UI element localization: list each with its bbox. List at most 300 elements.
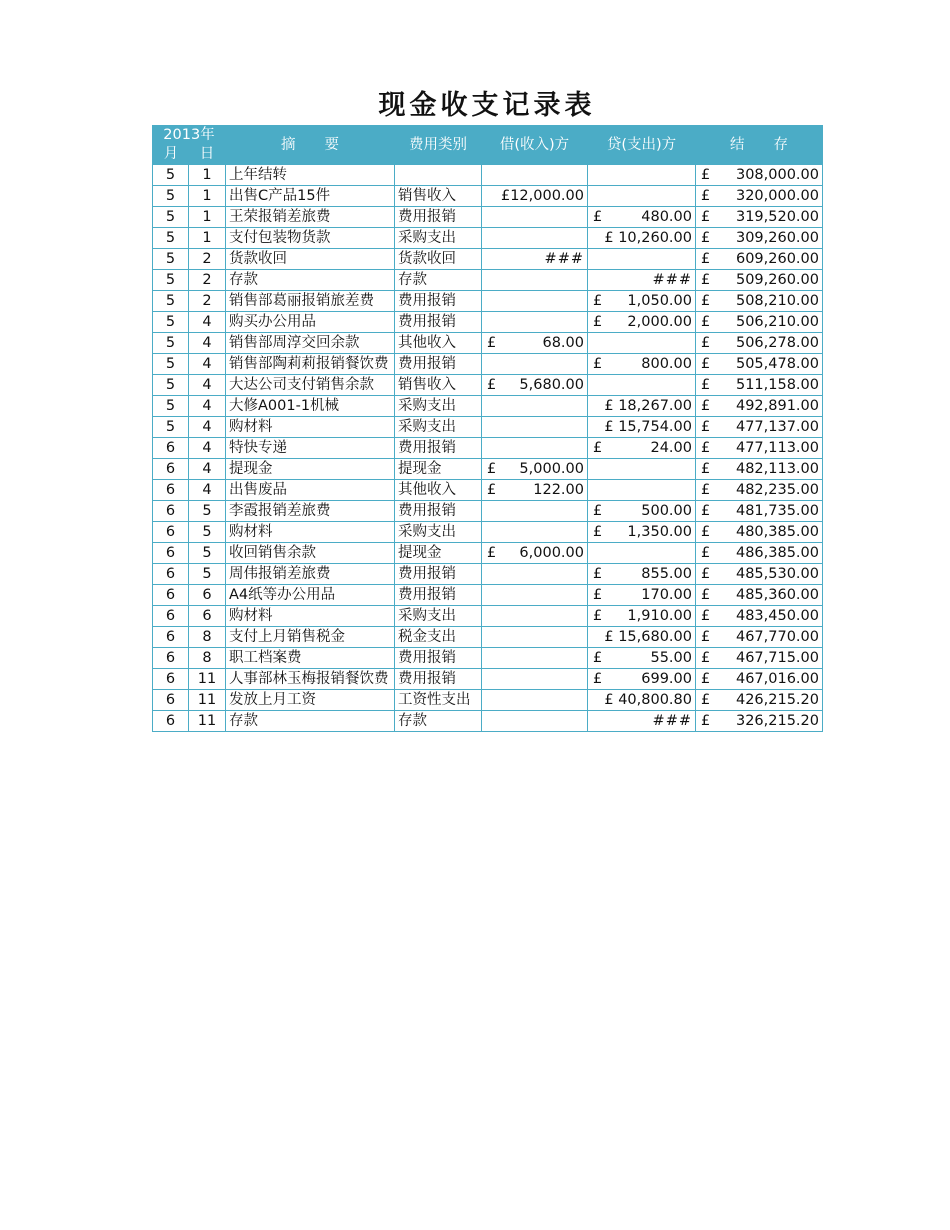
currency-symbol: £	[701, 397, 711, 414]
cell-credit[interactable]	[588, 375, 696, 396]
cell-month[interactable]: 6	[153, 711, 189, 732]
cell-day[interactable]: 5	[189, 543, 226, 564]
cell-day[interactable]: 1	[189, 186, 226, 207]
cell-credit[interactable]	[588, 585, 696, 606]
currency-symbol: £	[701, 271, 711, 288]
cell-credit[interactable]	[588, 480, 696, 501]
cell-category[interactable]: 其他收入	[395, 480, 482, 501]
currency-symbol: £	[701, 166, 711, 183]
cell-day[interactable]: 11	[189, 711, 226, 732]
amount: £ 18,267.00	[604, 397, 692, 414]
cell-credit[interactable]	[588, 459, 696, 480]
overflow-marker: ###	[544, 250, 584, 267]
cell-balance[interactable]	[696, 228, 823, 249]
cell-credit[interactable]	[588, 312, 696, 333]
cell-summary[interactable]: 支付上月销售税金	[226, 627, 395, 648]
header-row	[153, 126, 823, 165]
cell-balance[interactable]	[696, 501, 823, 522]
currency-symbol: £	[593, 565, 603, 582]
cell-category[interactable]: 费用报销	[395, 501, 482, 522]
cell-credit[interactable]	[588, 564, 696, 585]
cell-category[interactable]: 销售收入	[395, 375, 482, 396]
cell-month[interactable]: 6	[153, 627, 189, 648]
amount: 511,158.00	[735, 376, 819, 393]
cell-day[interactable]: 5	[189, 522, 226, 543]
amount: £ 15,680.00	[604, 628, 692, 645]
cell-summary[interactable]: 存款	[226, 711, 395, 732]
cell-day[interactable]: 4	[189, 480, 226, 501]
cell-month[interactable]: 6	[153, 480, 189, 501]
amount: 467,770.00	[735, 628, 819, 645]
table-row	[153, 312, 823, 333]
cell-summary[interactable]: 特快专递	[226, 438, 395, 459]
currency-symbol: £	[701, 439, 711, 456]
cell-debit[interactable]	[482, 648, 588, 669]
cell-day[interactable]: 1	[189, 165, 226, 186]
cell-day[interactable]: 11	[189, 690, 226, 711]
cell-summary[interactable]: A4纸等办公用品	[226, 585, 395, 606]
cell-category[interactable]: 货款收回	[395, 249, 482, 270]
cell-day[interactable]: 6	[189, 585, 226, 606]
currency-symbol: £	[701, 565, 711, 582]
cell-month[interactable]: 6	[153, 459, 189, 480]
cell-month[interactable]: 5	[153, 270, 189, 291]
cell-debit[interactable]	[482, 480, 588, 501]
header-year: 2013年	[163, 127, 215, 143]
cell-credit[interactable]	[588, 354, 696, 375]
amount: 485,360.00	[735, 586, 819, 603]
cell-credit[interactable]	[588, 228, 696, 249]
header-day: 日	[199, 146, 215, 162]
cell-credit[interactable]	[588, 711, 696, 732]
cell-balance[interactable]	[696, 648, 823, 669]
cell-day[interactable]: 8	[189, 648, 226, 669]
cell-category[interactable]: 存款	[395, 270, 482, 291]
cell-debit[interactable]	[482, 165, 588, 186]
cell-balance[interactable]	[696, 375, 823, 396]
cell-credit[interactable]	[588, 690, 696, 711]
table-row	[153, 228, 823, 249]
cell-month[interactable]: 6	[153, 690, 189, 711]
table-row	[153, 396, 823, 417]
amount: 24.00	[650, 439, 692, 456]
currency-symbol: £	[701, 460, 711, 477]
cell-summary[interactable]: 大修A001-1机械	[226, 396, 395, 417]
amount: £ 15,754.00	[604, 418, 692, 435]
cell-summary[interactable]: 支付包装物货款	[226, 228, 395, 249]
cell-balance[interactable]	[696, 417, 823, 438]
header-debit[interactable]: 借(收入)方	[482, 126, 588, 165]
cell-month[interactable]: 6	[153, 648, 189, 669]
cell-category[interactable]: 提现金	[395, 543, 482, 564]
cell-balance[interactable]	[696, 585, 823, 606]
cell-balance[interactable]	[696, 354, 823, 375]
amount: 855.00	[641, 565, 692, 582]
currency-symbol: £	[701, 250, 711, 267]
cell-balance[interactable]	[696, 249, 823, 270]
cell-day[interactable]: 8	[189, 627, 226, 648]
cell-summary[interactable]: 货款收回	[226, 249, 395, 270]
cell-debit[interactable]	[482, 186, 588, 207]
cell-balance[interactable]	[696, 669, 823, 690]
header-category[interactable]: 费用类别	[395, 126, 482, 165]
currency-symbol: £	[701, 334, 711, 351]
cell-month[interactable]: 5	[153, 417, 189, 438]
cell-category[interactable]	[395, 165, 482, 186]
amount: 486,385.00	[735, 544, 819, 561]
amount: £ 40,800.80	[604, 691, 692, 708]
cell-month[interactable]: 6	[153, 606, 189, 627]
cell-balance[interactable]	[696, 627, 823, 648]
amount: 509,260.00	[735, 271, 819, 288]
cell-summary[interactable]: 出售C产品15件	[226, 186, 395, 207]
amount: 505,478.00	[735, 355, 819, 372]
currency-symbol: £	[701, 187, 711, 204]
currency-symbol: £	[593, 502, 603, 519]
amount: 2,000.00	[627, 313, 692, 330]
cell-balance[interactable]	[696, 543, 823, 564]
currency-symbol: £	[487, 544, 497, 561]
cell-balance[interactable]	[696, 207, 823, 228]
cell-credit[interactable]	[588, 669, 696, 690]
cell-category[interactable]: 费用报销	[395, 207, 482, 228]
header-summary[interactable]: 摘 要	[226, 126, 395, 165]
currency-symbol: £	[487, 334, 497, 351]
cell-category[interactable]: 费用报销	[395, 669, 482, 690]
cell-category[interactable]: 存款	[395, 711, 482, 732]
currency-symbol: £	[487, 481, 497, 498]
cell-balance[interactable]	[696, 333, 823, 354]
amount: 122.00	[533, 481, 584, 498]
header-month: 月	[163, 146, 179, 162]
cell-balance[interactable]	[696, 606, 823, 627]
amount: 506,210.00	[735, 313, 819, 330]
cell-summary[interactable]: 上年结转	[226, 165, 395, 186]
cell-summary[interactable]: 购材料	[226, 522, 395, 543]
amount: 1,350.00	[627, 523, 692, 540]
cell-credit[interactable]	[588, 249, 696, 270]
cell-credit[interactable]	[588, 207, 696, 228]
amount: 508,210.00	[735, 292, 819, 309]
cell-debit[interactable]	[482, 585, 588, 606]
table-row	[153, 333, 823, 354]
amount: 609,260.00	[735, 250, 819, 267]
cell-day[interactable]: 5	[189, 501, 226, 522]
cell-month[interactable]: 5	[153, 186, 189, 207]
cell-category[interactable]: 采购支出	[395, 228, 482, 249]
cell-month[interactable]: 5	[153, 375, 189, 396]
amount: 309,260.00	[735, 229, 819, 246]
cell-summary[interactable]: 提现金	[226, 459, 395, 480]
currency-symbol: £	[701, 376, 711, 393]
cell-debit[interactable]	[482, 627, 588, 648]
cell-debit[interactable]	[482, 522, 588, 543]
cell-debit[interactable]	[482, 396, 588, 417]
cell-summary[interactable]: 购材料	[226, 606, 395, 627]
cell-credit[interactable]	[588, 501, 696, 522]
cell-day[interactable]: 2	[189, 249, 226, 270]
currency-symbol: £	[701, 670, 711, 687]
cell-summary[interactable]: 周伟报销差旅费	[226, 564, 395, 585]
table-row	[153, 627, 823, 648]
cell-credit[interactable]	[588, 606, 696, 627]
cell-day[interactable]: 4	[189, 333, 226, 354]
cell-balance[interactable]	[696, 312, 823, 333]
cell-month[interactable]: 5	[153, 249, 189, 270]
amount: 426,215.20	[735, 691, 819, 708]
cell-month[interactable]: 6	[153, 522, 189, 543]
cell-day[interactable]: 2	[189, 291, 226, 312]
currency-symbol: £	[701, 691, 711, 708]
cell-category[interactable]: 采购支出	[395, 396, 482, 417]
cell-summary[interactable]: 销售部周淳交回余款	[226, 333, 395, 354]
table-row	[153, 417, 823, 438]
cell-debit[interactable]	[482, 459, 588, 480]
currency-symbol: £	[487, 376, 497, 393]
cell-month[interactable]: 5	[153, 165, 189, 186]
table-row	[153, 270, 823, 291]
cell-category[interactable]: 采购支出	[395, 606, 482, 627]
amount: 308,000.00	[735, 166, 819, 183]
cell-month[interactable]: 6	[153, 501, 189, 522]
table-row	[153, 186, 823, 207]
cell-month[interactable]: 6	[153, 669, 189, 690]
cell-debit[interactable]	[482, 501, 588, 522]
cell-month[interactable]: 6	[153, 564, 189, 585]
cell-balance[interactable]	[696, 438, 823, 459]
cell-summary[interactable]: 职工档案费	[226, 648, 395, 669]
cell-summary[interactable]: 购买办公用品	[226, 312, 395, 333]
amount: 467,016.00	[735, 670, 819, 687]
cell-balance[interactable]	[696, 522, 823, 543]
cell-debit[interactable]	[482, 543, 588, 564]
cell-category[interactable]: 费用报销	[395, 438, 482, 459]
table-row	[153, 690, 823, 711]
cell-summary[interactable]: 王荣报销差旅费	[226, 207, 395, 228]
cell-balance[interactable]	[696, 165, 823, 186]
cell-month[interactable]: 6	[153, 585, 189, 606]
cell-day[interactable]: 11	[189, 669, 226, 690]
cell-summary[interactable]: 购材料	[226, 417, 395, 438]
cell-month[interactable]: 6	[153, 438, 189, 459]
header-credit[interactable]: 贷(支出)方	[588, 126, 696, 165]
currency-symbol: £	[593, 313, 603, 330]
table-row	[153, 438, 823, 459]
cell-balance[interactable]	[696, 396, 823, 417]
table-row	[153, 165, 823, 186]
cell-month[interactable]: 5	[153, 396, 189, 417]
cell-day[interactable]: 4	[189, 375, 226, 396]
cash-ledger-table	[152, 125, 823, 732]
currency-symbol: £	[593, 649, 603, 666]
cell-summary[interactable]: 销售部陶莉莉报销餐饮费	[226, 354, 395, 375]
cell-credit[interactable]	[588, 627, 696, 648]
amount: 480,385.00	[735, 523, 819, 540]
cell-category[interactable]: 税金支出	[395, 627, 482, 648]
amount: 170.00	[641, 586, 692, 603]
cell-category[interactable]: 费用报销	[395, 291, 482, 312]
cell-debit[interactable]	[482, 606, 588, 627]
overflow-marker: ###	[652, 712, 692, 729]
amount: 55.00	[650, 649, 692, 666]
cell-category[interactable]: 费用报销	[395, 648, 482, 669]
cell-credit[interactable]	[588, 438, 696, 459]
cell-day[interactable]: 2	[189, 270, 226, 291]
cell-debit[interactable]	[482, 312, 588, 333]
cell-category[interactable]: 费用报销	[395, 354, 482, 375]
cell-month[interactable]: 5	[153, 228, 189, 249]
cell-credit[interactable]	[588, 186, 696, 207]
cell-day[interactable]: 4	[189, 396, 226, 417]
currency-symbol: £	[701, 313, 711, 330]
cell-credit[interactable]	[588, 522, 696, 543]
amount: 481,735.00	[735, 502, 819, 519]
cell-balance[interactable]	[696, 459, 823, 480]
cell-category[interactable]: 采购支出	[395, 522, 482, 543]
cell-summary[interactable]: 出售废品	[226, 480, 395, 501]
cell-balance[interactable]	[696, 270, 823, 291]
currency-symbol: £	[701, 229, 711, 246]
table-row	[153, 585, 823, 606]
cell-debit[interactable]	[482, 333, 588, 354]
cell-credit[interactable]	[588, 165, 696, 186]
table-row	[153, 522, 823, 543]
cell-balance[interactable]	[696, 711, 823, 732]
amount: 482,235.00	[735, 481, 819, 498]
table-row	[153, 480, 823, 501]
cell-debit[interactable]	[482, 207, 588, 228]
cell-balance[interactable]	[696, 186, 823, 207]
cell-balance[interactable]	[696, 291, 823, 312]
cell-debit[interactable]	[482, 690, 588, 711]
cell-debit[interactable]	[482, 270, 588, 291]
cell-debit[interactable]	[482, 375, 588, 396]
cell-credit[interactable]	[588, 648, 696, 669]
cell-day[interactable]: 1	[189, 207, 226, 228]
cell-category[interactable]: 提现金	[395, 459, 482, 480]
cell-day[interactable]: 4	[189, 438, 226, 459]
cell-debit[interactable]	[482, 249, 588, 270]
amount: 1,910.00	[627, 607, 692, 624]
currency-symbol: £	[593, 355, 603, 372]
cell-summary[interactable]: 销售部葛丽报销旅差费	[226, 291, 395, 312]
currency-symbol: £	[701, 355, 711, 372]
table-row	[153, 669, 823, 690]
cell-month[interactable]: 5	[153, 354, 189, 375]
cell-balance[interactable]	[696, 690, 823, 711]
page-title: 现金收支记录表	[378, 90, 596, 121]
cell-day[interactable]: 4	[189, 312, 226, 333]
cell-summary[interactable]: 人事部林玉梅报销餐饮费	[226, 669, 395, 690]
cell-month[interactable]: 6	[153, 543, 189, 564]
currency-symbol: £	[593, 607, 603, 624]
table-row	[153, 207, 823, 228]
amount: £ 10,260.00	[604, 229, 692, 246]
cell-credit[interactable]	[588, 396, 696, 417]
cell-category[interactable]: 采购支出	[395, 417, 482, 438]
header-date[interactable]	[153, 126, 226, 165]
cell-debit[interactable]	[482, 564, 588, 585]
amount: 6,000.00	[519, 544, 584, 561]
cell-month[interactable]: 5	[153, 207, 189, 228]
cell-day[interactable]: 4	[189, 417, 226, 438]
cell-summary[interactable]: 存款	[226, 270, 395, 291]
amount: 699.00	[641, 670, 692, 687]
cell-summary[interactable]: 大达公司支付销售余款	[226, 375, 395, 396]
cell-summary[interactable]: 李霞报销差旅费	[226, 501, 395, 522]
amount: 320,000.00	[735, 187, 819, 204]
currency-symbol: £	[701, 523, 711, 540]
cell-summary[interactable]: 收回销售余款	[226, 543, 395, 564]
amount: 485,530.00	[735, 565, 819, 582]
cell-summary[interactable]: 发放上月工资	[226, 690, 395, 711]
currency-symbol: £	[701, 712, 711, 729]
cell-day[interactable]: 5	[189, 564, 226, 585]
cell-day[interactable]: 4	[189, 354, 226, 375]
currency-symbol: £	[593, 586, 603, 603]
cell-balance[interactable]	[696, 564, 823, 585]
cell-debit[interactable]	[482, 291, 588, 312]
cell-balance[interactable]	[696, 480, 823, 501]
currency-symbol: £	[593, 523, 603, 540]
cell-debit[interactable]	[482, 228, 588, 249]
cell-credit[interactable]	[588, 543, 696, 564]
cell-day[interactable]: 1	[189, 228, 226, 249]
table-row	[153, 249, 823, 270]
header-balance[interactable]: 结 存	[696, 126, 823, 165]
cell-credit[interactable]	[588, 417, 696, 438]
cell-credit[interactable]	[588, 270, 696, 291]
cell-category[interactable]: 其他收入	[395, 333, 482, 354]
amount: 68.00	[542, 334, 584, 351]
amount: 1,050.00	[627, 292, 692, 309]
cell-debit[interactable]	[482, 711, 588, 732]
cell-credit[interactable]	[588, 291, 696, 312]
ledger-body	[153, 165, 823, 732]
currency-symbol: £	[701, 292, 711, 309]
cell-month[interactable]: 5	[153, 312, 189, 333]
currency-symbol: £	[701, 586, 711, 603]
cell-debit[interactable]	[482, 354, 588, 375]
cell-category[interactable]: 费用报销	[395, 312, 482, 333]
amount: 480.00	[641, 208, 692, 225]
currency-symbol: £	[701, 607, 711, 624]
cell-day[interactable]: 4	[189, 459, 226, 480]
currency-symbol: £	[701, 649, 711, 666]
cell-debit[interactable]	[482, 669, 588, 690]
cell-credit[interactable]	[588, 333, 696, 354]
cell-day[interactable]: 6	[189, 606, 226, 627]
cell-category[interactable]: 费用报销	[395, 564, 482, 585]
cell-month[interactable]: 5	[153, 333, 189, 354]
cell-debit[interactable]	[482, 417, 588, 438]
currency-symbol: £	[593, 208, 603, 225]
cell-month[interactable]: 5	[153, 291, 189, 312]
table-row	[153, 648, 823, 669]
amount: 483,450.00	[735, 607, 819, 624]
cell-category[interactable]: 工资性支出	[395, 690, 482, 711]
amount: 500.00	[641, 502, 692, 519]
cell-category[interactable]: 费用报销	[395, 585, 482, 606]
cell-debit[interactable]	[482, 438, 588, 459]
table-row	[153, 711, 823, 732]
amount: 477,137.00	[735, 418, 819, 435]
currency-symbol: £	[487, 460, 497, 477]
currency-symbol: £	[701, 481, 711, 498]
currency-symbol: £	[593, 670, 603, 687]
amount: 477,113.00	[735, 439, 819, 456]
cell-category[interactable]: 销售收入	[395, 186, 482, 207]
